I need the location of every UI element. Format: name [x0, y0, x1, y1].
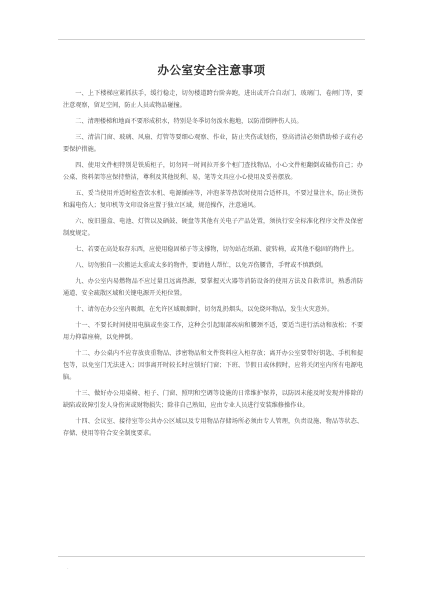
document-title: 办公室安全注意事项 — [157, 63, 266, 77]
paragraph-2: 二、清理楼梯和地面不要形成积水，特别是冬季切勿泼水拖地，以防滑倒摔伤人员。 — [75, 118, 303, 125]
paragraph-3: 三、清洁门窗、玻璃、风扇、灯管等要细心观察、作业，防止夹伤或划伤，登高清洁必须借助梯子或有必要保护措施。 — [63, 134, 363, 153]
paragraph-13: 十三、做好办公用桌椅、柜子、门窗、照明和空调等设施的日常维护保养，以防因未能及时发现并排除的缺陷或故障引发人身伤害或财物损失；除非自己熟知，应由专业人员进行安装维修操作业。 — [63, 390, 363, 409]
document-body — [63, 88, 363, 444]
paragraph-5: 五、妥当使用并适时检查饮水机、电源插座等，冲泡茶等热饮时使用合适杯具，不要过量注水，防止烫伤和漏电伤人；复印机等文印设备应置于独立区域，规范操作，注意通风。 — [63, 190, 363, 209]
paragraph-14: 十四、会议室、接待室等公共办公区域以及专用物品存储场所必须由专人管理，负责设施、物品等状态、存储、使用等符合安全制度要求。 — [63, 418, 363, 437]
paragraph-1: 一、上下楼梯应紧抓扶手，缓行稳走，切勿楼道跨台阶奔跑，进出或开合自动门、玻璃门、卷闸门等，要注意观察，留足空间，防止人员或物品碰撞。 — [63, 90, 363, 109]
paragraph-10: 十、请勿在办公室内吸烟，在允许区域吸烟时，切勿乱扔烟头，以免烧坏物品，发生火灾意外。 — [75, 306, 334, 313]
paragraph-11: 十一、不要长时间使用电脑或坐姿工作，这种会引起眼部疾病和腰颈不适，要适当进行活动和放松；不要用力抑靠座椅，以免摔倒。 — [63, 322, 363, 341]
paragraph-6: 六、废旧墨盒、电池、灯管以及硒鼓、硬盘等其他有关电子产品处置，须执行安全标准化程序文件及保密制度规定。 — [63, 218, 363, 237]
header-divider — [58, 39, 365, 40]
paragraph-4: 四、使用文件柜特别是铁质柜子，切勿同一时间拉开多个柜门查找物品，小心文件柜翻倒或磕伤自己；办公桌、资料架等应保持整洁，尊利及其他锐利、易，笔等文具应小心使用及妥善摆放。 — [63, 162, 363, 181]
footer-divider — [58, 556, 365, 557]
footer-mark: . — [67, 565, 69, 571]
paragraph-12: 十二、办公桌内不应存放贵重物品、涉密物品和文件资料应入柜存放；离开办公室要带好钥匙、手机和提包等，以免室门无法进入；因事离开时较长时应锁好门窗；下班、节假日或休假时，应将关闭室内所有电源电脑。 — [63, 350, 363, 381]
paragraph-9: 九、办公室内易燃物品不应过量且远离热源，要掌握灭火器等消防设备的使用方法及自救常识，熟悉消防通道、安全疏散区域和关键电源开关柜位置。 — [63, 278, 363, 297]
paragraph-8: 八、切勿独自一次搬运太重或太多的物件，要请他人帮忙，以免弄伤腰背，手臂或不慎跌倒。 — [75, 262, 328, 269]
paragraph-7: 七、若要在高处取存东西，应使用稳固梯子等支撑物，切勿站在纸箱、旋转椅，或其他不稳固的物件上。 — [75, 246, 358, 253]
